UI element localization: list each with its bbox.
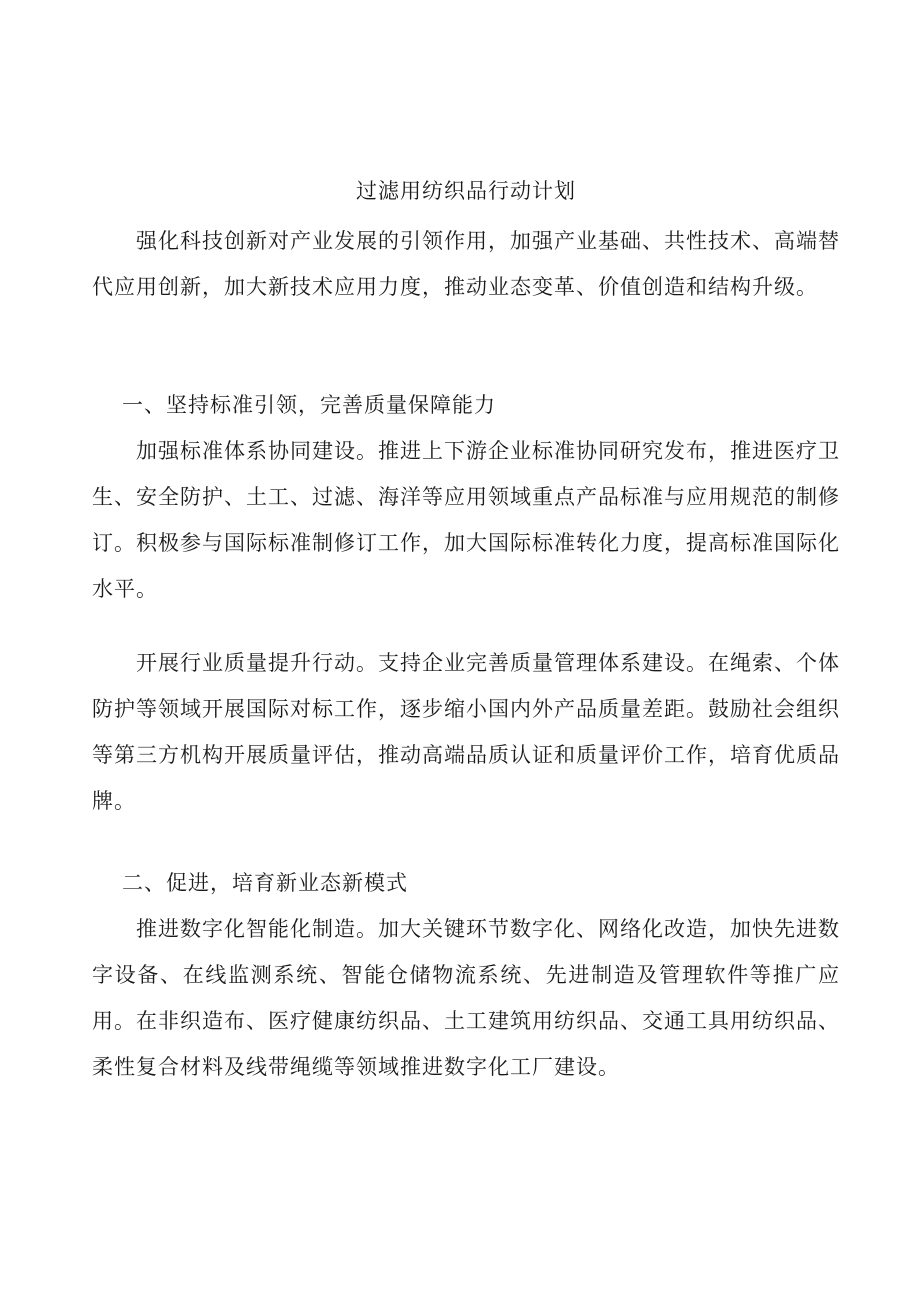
- document-title: 过滤用纺织品行动计划: [356, 179, 576, 203]
- section-2-heading: 二、促进，培育新业态新模式: [122, 871, 408, 895]
- section-2-paragraph-1: 推进数字化智能化制造。加大关键环节数字化、网络化改造，加快先进数字设备、在线监测系统、智能仓储物流系统、先进制造及管理软件等推广应用。在非织造布、医疗健康纺织品、土工建筑用纺织品、交通工具用纺织品、柔性复合材料及线带绳缆等领域推进数字化工厂建设。: [92, 917, 840, 1079]
- section-1-paragraph-1: 加强标准体系协同建设。推进上下游企业标准协同研究发布，推进医疗卫生、安全防护、土工、过滤、海洋等应用领域重点产品标准与应用规范的制修订。积极参与国际标准制修订工作，加大国际标准转化力度，提高标准国际化水平。: [92, 439, 840, 601]
- section-1-heading: 一、坚持标准引领，完善质量保障能力: [122, 393, 496, 417]
- section-1-paragraph-2: 开展行业质量提升行动。支持企业完善质量管理体系建设。在绳索、个体防护等领域开展国际对标工作，逐步缩小国内外产品质量差距。鼓励社会组织等第三方机构开展质量评估，推动高端品质认证和质量评价工作，培育优质品牌。: [92, 651, 840, 813]
- intro-paragraph: 强化科技创新对产业发展的引领作用，加强产业基础、共性技术、高端替代应用创新，加大新技术应用力度，推动业态变革、价值创造和结构升级。: [92, 229, 840, 299]
